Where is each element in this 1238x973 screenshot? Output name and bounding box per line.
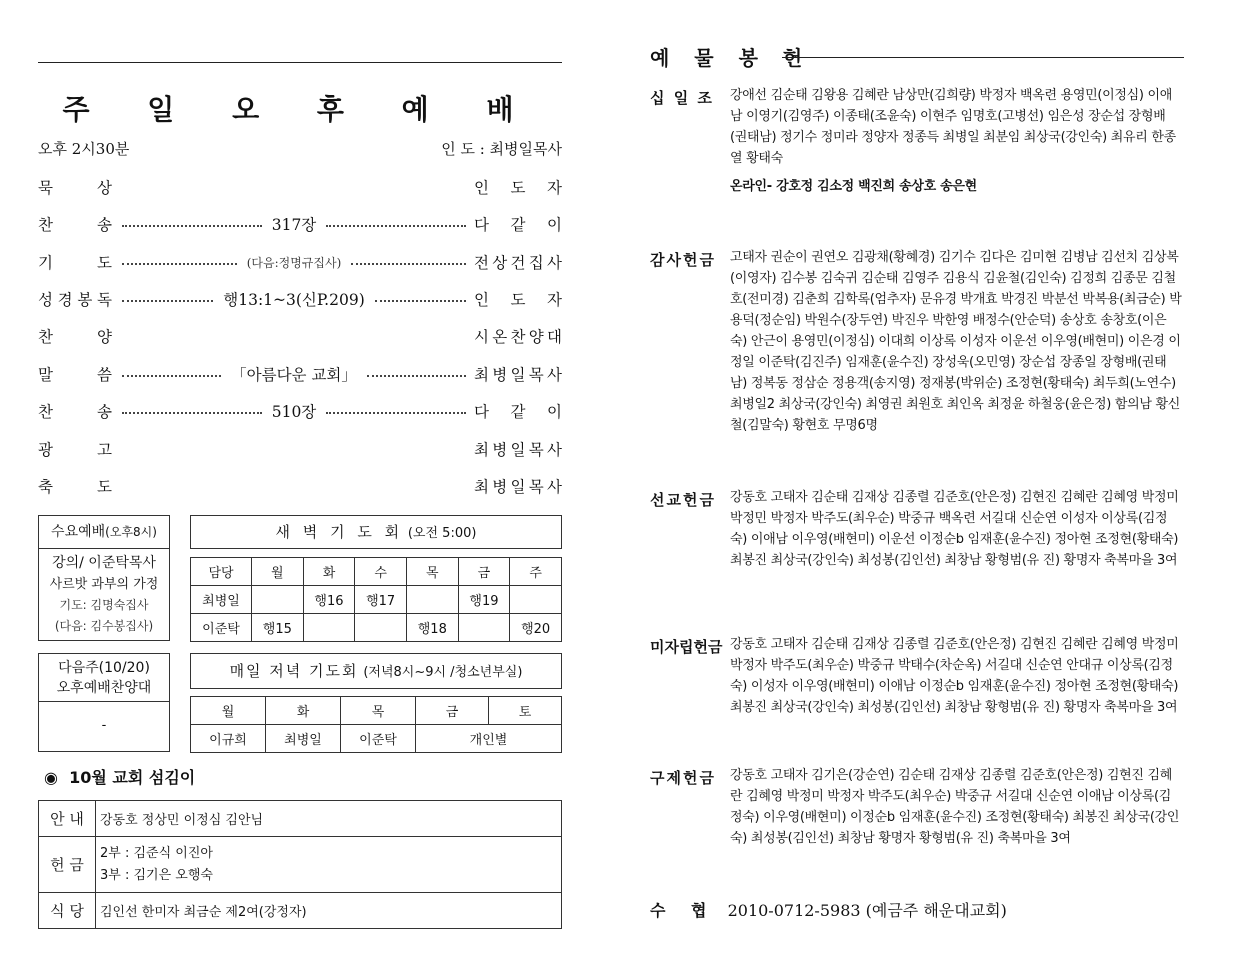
order-label: 성 경 봉 독 (38, 291, 112, 309)
dot-leader (118, 448, 470, 450)
table-header: 담당 (191, 558, 252, 586)
table-cell: 이준탁 (341, 725, 416, 753)
next-week-choir-box (38, 653, 170, 752)
dot-leader (118, 186, 470, 188)
table-header: 월 (252, 558, 304, 586)
page-title: 주 일 오 후 예 배 (62, 93, 538, 126)
relief-offering-names: 강동호 고태자 김기은(강순연) 김순태 김재상 김종렬 김준호(안은정) 김현진 김혜란 김혜영 박정미 박정자 박주도(최우순) 박중규 서길대 신순연 이애남 이상록(김정숙) 이우영(배현미) 이정순b 임재훈(윤수진) 조정현(황태숙) 최봉진 최상국(강인숙) 최성봉(김인선) 최창남 황명자 황형범(유 진) 축복마을 3여 (730, 768, 1180, 846)
order-person: 다 같 이 (474, 403, 562, 421)
guide-names: 강동호 정상민 이정심 김안님 (96, 801, 562, 837)
order-detail: (다음:정명규집사) (246, 255, 342, 270)
evening-prayer-header (190, 653, 562, 689)
table-header: 주 (510, 558, 562, 586)
wednesday-title: 수요예배 (51, 524, 106, 540)
table-header: 토 (489, 697, 562, 725)
offering-3rd-service: 3부 : 김기은 오행숙 (100, 867, 213, 883)
servants-heading (44, 765, 195, 788)
offerings-divider (782, 57, 1184, 58)
order-row (38, 287, 562, 311)
wednesday-service-box (38, 515, 170, 641)
order-person: 전 상 건 집 사 (474, 254, 562, 272)
table-cell: 행17 (355, 586, 407, 614)
table-cell: 행18 (406, 614, 458, 642)
next-week-choir-label: 오후예배찬양대 (56, 680, 152, 696)
wednesday-header (39, 516, 169, 549)
wednesday-lecture: 강의/ 이준탁목사 (52, 555, 156, 571)
bullet-icon: ◉ (44, 768, 58, 787)
dawn-prayer-header (190, 515, 562, 549)
order-person: 인 도 자 (474, 179, 562, 197)
table-row (39, 893, 562, 929)
next-week-date: 다음주(10/20) (58, 660, 150, 676)
order-person: 인 도 자 (474, 291, 562, 309)
evening-title: 매일 저녁 기도회 (229, 662, 359, 680)
table-row (191, 614, 562, 642)
top-divider (38, 62, 562, 63)
thanks-offering-names: 고태자 권순이 권연오 김광채(황혜경) 김기수 김다은 김미현 김병남 김선치 김상복(이영자) 김수봉 김숙귀 김순태 김영주 김용식 김윤철(김인숙) 김정희 김종문 김철호(전미경) 김춘희 김학록(엄추자) 문유경 박개효 박경진 박분선 박복용(최금순) 박용덕(정순임) 박원수(장두연) 박진우 박한영 배정수(안순덕) 송상호 송창호(이은숙) 안근이 용영민(이정심) 이대희 이상록 이성자 이운선 이우영(배현미) 이은경 이정일 이준탁(김진주) 임재훈(윤수진) 장성욱(오민영) 장순섭 장종일 장형배(권태남) 정복동 정삼순 정용객(송지영) 정재봉(박위순) 조정현(황태숙) 최두희(노연수) 최병일2 최상국(강인숙) 최영권 최원호 최인옥 최정윤 하철웅(윤은정) 함의남 황신철(김말숙) 황현호 무명6명 (730, 250, 1182, 433)
order-row (38, 175, 562, 199)
order-label: 찬 송 (38, 216, 112, 234)
support-offering-label: 미자립헌금 (650, 638, 723, 656)
order-row (38, 474, 562, 498)
table-header: 목 (406, 558, 458, 586)
table-cell: 개인별 (416, 725, 562, 753)
table-cell (406, 586, 458, 614)
offering-label: 헌 금 (39, 837, 96, 893)
order-label: 기 도 (38, 254, 112, 272)
dot-leader (118, 335, 470, 337)
table-row (191, 586, 562, 614)
order-row (38, 212, 562, 236)
order-row (38, 250, 562, 274)
table-cell (510, 586, 562, 614)
order-person: 최 병 일 목 사 (474, 366, 562, 384)
order-row (38, 437, 562, 461)
wednesday-topic: 사르밧 과부의 가정 (49, 577, 159, 592)
order-person: 다 같 이 (474, 216, 562, 234)
table-header: 화 (266, 697, 341, 725)
order-label: 축 도 (38, 478, 112, 496)
service-time: 오후 2시30분 (38, 140, 130, 158)
order-detail: 317장 (271, 216, 317, 234)
order-detail: 행13:1~3(신P.209) (223, 291, 365, 309)
order-label: 광 고 (38, 441, 112, 459)
meal-names: 김인선 한미자 최금순 제2여(강정자) (96, 893, 562, 929)
next-week-choir-value: - (101, 718, 107, 733)
table-cell (355, 614, 407, 642)
order-row (38, 362, 562, 386)
wednesday-prayer: 기도: 김명숙집사 (59, 598, 149, 612)
bank-account (650, 898, 1007, 921)
table-header: 금 (458, 558, 510, 586)
table-cell: 행19 (458, 586, 510, 614)
order-label: 묵 상 (38, 179, 112, 197)
wednesday-time: (오후8시) (105, 525, 157, 539)
table-cell: 행20 (510, 614, 562, 642)
order-label: 찬 양 (38, 328, 112, 346)
table-row (191, 558, 562, 586)
offerings-title: 예 물 봉 헌 (650, 46, 812, 70)
order-person: 시 온 찬 양 대 (474, 328, 562, 346)
table-header: 화 (303, 558, 355, 586)
service-time-row (38, 138, 562, 159)
table-row (39, 801, 562, 837)
table-cell: 행15 (252, 614, 304, 642)
order-label: 찬 송 (38, 403, 112, 421)
support-offering-names: 강동호 고태자 김순태 김재상 김종렬 김준호(안은정) 김현진 김혜란 김혜영 박정미 박정자 박주도(최우순) 박중규 박태수(차순옥) 서길대 신순연 안대규 이상록(김정숙) 이성자 이우영(배현미) 이애남 이정순b 임재훈(윤수진) 정아현 조정현(황태숙) 최봉진 최상국(강인숙) 최성봉(김인선) 최창남 황형범(유 진) 황명자 축복마을 3여 (730, 637, 1179, 715)
dot-leader (118, 485, 470, 487)
table-row (39, 837, 562, 893)
table-header: 수 (355, 558, 407, 586)
dawn-time: (오전 5:00) (407, 526, 477, 541)
order-row (38, 324, 562, 348)
table-cell (303, 614, 355, 642)
table-header: 월 (191, 697, 266, 725)
wednesday-next: (다음: 김수봉집사) (54, 619, 154, 633)
table-cell: 최병일 (266, 725, 341, 753)
table-cell: 행16 (303, 586, 355, 614)
bank-name: 수 협 (650, 901, 717, 920)
relief-offering-label: 구제헌금 (650, 769, 716, 787)
table-row (191, 697, 562, 725)
dawn-title: 새 벽 기 도 회 (275, 523, 404, 541)
table-header: 목 (341, 697, 416, 725)
servants-title: 10월 교회 섬김이 (69, 768, 196, 787)
offering-2nd-service: 2부 : 김준식 이진아 (100, 845, 213, 861)
dot-leader (118, 400, 470, 422)
dawn-schedule-table (190, 557, 562, 642)
mission-offering-names: 강동호 고태자 김순태 김재상 김종렬 김준호(안은정) 김현진 김혜란 김혜영 박정미 박정민 박정자 박주도(최우순) 박중규 백옥련 서길대 신순연 이성자 이상록(김정숙) 이애남 이우영(배현미) 이운선 이정순b 임재훈(윤수진) 정아현 조정현(황태숙) 최봉진 최상국(강인숙) 최성봉(김인선) 최창남 황형범(유 진) 황명자 축복마을 3여 (730, 490, 1179, 568)
account-number: 2010-0712-5983 (727, 901, 861, 920)
thanks-offering-label: 감사헌금 (650, 251, 716, 269)
order-detail: 510장 (271, 403, 317, 421)
meal-label: 식 당 (39, 893, 96, 929)
table-cell: 이규희 (191, 725, 266, 753)
mission-offering-label: 선교헌금 (650, 491, 716, 509)
tithe-names: 강애선 김순태 김왕용 김혜란 남상만(김희량) 박정자 백옥련 용영민(이정심) 이애남 이영기(김영주) 이종태(조윤숙) 이현주 임명호(고병선) 임은성 장순섭 장형배(권태남) 정기수 정미라 정양자 정종득 최병일 최분임 최상국(강인숙) 최유리 한종열 황태숙 (730, 88, 1176, 166)
servants-table (38, 800, 562, 929)
dot-leader (118, 254, 470, 271)
table-cell (252, 586, 304, 614)
account-holder: (예금주 해운대교회) (865, 901, 1007, 920)
evening-time: (저녁8시~9시 /청소년부실) (363, 665, 523, 680)
guide-label: 안 내 (39, 801, 96, 837)
dot-leader (118, 288, 470, 310)
dot-leader (118, 213, 470, 235)
table-cell: 이준탁 (191, 614, 252, 642)
evening-schedule-table (190, 696, 562, 753)
order-person: 최 병 일 목 사 (474, 478, 562, 496)
dot-leader (118, 363, 470, 385)
order-detail: 「아름다운 교회」 (231, 366, 357, 384)
order-row (38, 399, 562, 423)
table-row (191, 725, 562, 753)
order-person: 최 병 일 목 사 (474, 441, 562, 459)
service-leader: 인 도 : 최병일목사 (441, 140, 562, 158)
tithe-online: 온라인- 강호정 김소정 백진희 송상호 송은현 (730, 179, 977, 194)
tithe-label: 십 일 조 (650, 89, 714, 107)
table-cell: 최병일 (191, 586, 252, 614)
table-cell (458, 614, 510, 642)
table-header: 금 (416, 697, 489, 725)
order-label: 말 씀 (38, 366, 112, 384)
